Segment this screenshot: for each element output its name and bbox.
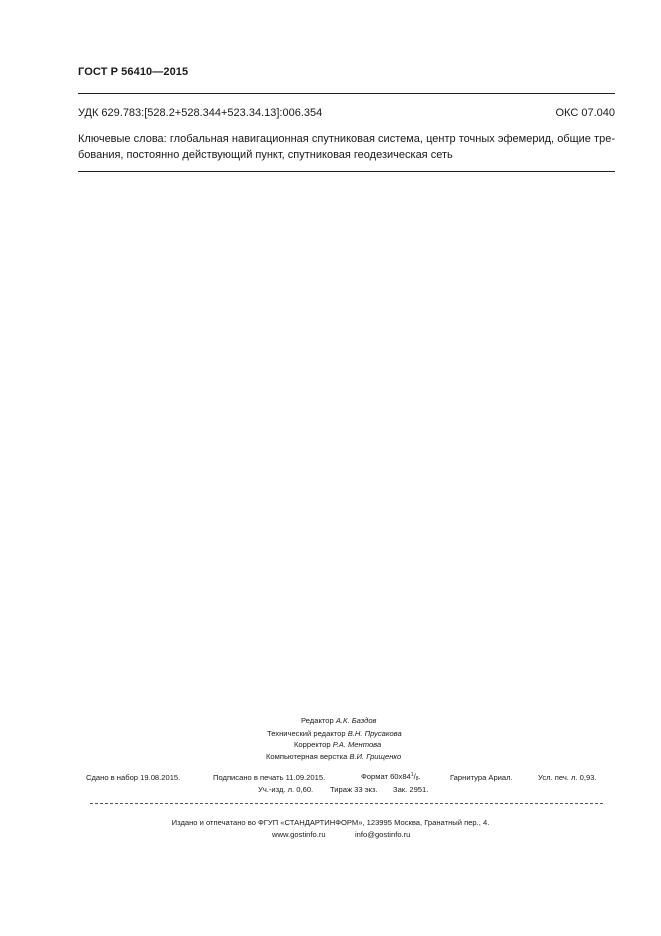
oks-code: ОКС 07.040 xyxy=(555,107,615,119)
separator-dashed xyxy=(90,803,603,804)
tech-editor-name: В.Н. Прусакова xyxy=(347,729,402,738)
imprint-tech-editor xyxy=(267,729,402,738)
signed-date: Подписано в печать 11.09.2015. xyxy=(213,773,326,782)
layout-role: Компьютерная верстка xyxy=(266,752,348,761)
paper-format: Формат $60х84^1/_8$. xyxy=(361,772,421,782)
submitted-date: Сдано в набор 19.08.2015. xyxy=(86,773,181,782)
editor-role: Редактор xyxy=(301,716,334,725)
format-prefix: Формат 60х84 xyxy=(361,772,411,781)
format-sup: 1 xyxy=(410,772,414,778)
print-sheets: Усл. печ. л. 0,93. xyxy=(538,773,597,782)
format-sub: 8 xyxy=(415,776,419,782)
email-link[interactable]: info@gostinfo.ru xyxy=(355,830,411,839)
document-title: ГОСТ Р 56410—2015 xyxy=(78,66,189,78)
order-number: Зак. 2951. xyxy=(393,785,429,794)
header-rule xyxy=(78,93,615,94)
corrector-role: Корректор xyxy=(294,740,331,749)
keywords-line-1: Ключевые слова: глобальная навигационная спутниковая система, центр точных эфемерид, общие тре- xyxy=(78,133,615,145)
tech-editor-role: Технический редактор xyxy=(267,729,346,738)
imprint-corrector xyxy=(294,740,381,749)
keywords-rule xyxy=(78,171,615,172)
udk-code: УДК 629.783:[528.2+528.344+523.34.13]:006.354 xyxy=(78,107,323,119)
imprint-editor xyxy=(301,716,377,725)
circulation: Тираж 33 экз. xyxy=(330,785,378,794)
publisher-info: Издано и отпечатано во ФГУП «СТАНДАРТИНФОРМ», 123995 Москва, Гранатный пер., 4. xyxy=(171,818,490,827)
publisher-sheets: Уч.-изд. л. 0,60. xyxy=(258,785,314,794)
website-link[interactable]: www.gostinfo.ru xyxy=(272,830,326,839)
imprint-layout xyxy=(266,752,401,761)
corrector-name: Р.А. Ментова xyxy=(332,740,382,749)
keywords-paragraph xyxy=(78,131,615,163)
layout-name: В.И. Грищенко xyxy=(349,752,402,761)
keywords-line-2: бования, постоянно действующий пункт, спутниковая геодезическая сеть xyxy=(78,149,453,161)
format-suffix: . xyxy=(418,772,421,781)
typeface: Гарнитура Ариал. xyxy=(450,773,513,782)
editor-name: А.К. Баздов xyxy=(335,716,377,725)
